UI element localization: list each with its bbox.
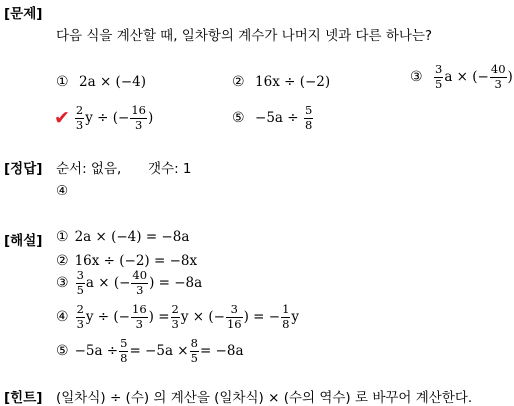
explanation-line-5-text-b: = −5a ×: [129, 343, 189, 359]
checkmark-icon: ✔: [54, 107, 70, 129]
option-1-expression: 2a × (−4): [79, 74, 146, 90]
option-4[interactable]: [54, 105, 153, 131]
option-4-coef-fraction: $\frac{2}{3}$: [75, 103, 84, 132]
explanation-line-1-number: ①: [56, 229, 69, 245]
option-4-fraction: $\frac{16}{3}$: [131, 103, 146, 132]
explanation-line-5: [56, 338, 244, 364]
option-3-coef-fraction: $\frac{3}{5}$: [435, 62, 443, 91]
explanation-line-3-fraction-b: $\frac{40}{3}$: [132, 268, 148, 297]
explanation-line-3-text-a: a × (−: [85, 275, 131, 291]
option-2[interactable]: [232, 74, 330, 90]
explanation-line-4-fraction-d: $\frac{3}{16}$: [226, 302, 242, 331]
answer-order: 순서: 없음,: [56, 161, 122, 177]
hint-label: [힌트]: [4, 390, 43, 406]
answer-count: 갯수: 1: [148, 161, 192, 177]
option-1[interactable]: [56, 74, 146, 90]
hint-text: (일차식) ÷ (수) 의 계산을 (일차식) × (수의 역수) 로 바꾸어 계산한다.: [56, 390, 473, 406]
explanation-line-4-fraction-a: $\frac{2}{3}$: [76, 302, 84, 331]
answer-choice: ④: [56, 183, 69, 199]
explanation-line-3-text-b: ) = −8a: [149, 275, 203, 291]
explanation-line-2-number: ②: [56, 253, 69, 269]
explanation-line-5-text-a: −5a ÷: [74, 343, 119, 359]
question-text: 다음 식을 계산할 때, 일차항의 계수가 나머지 넷과 다른 하나는?: [56, 28, 433, 44]
explanation-line-4-number: ④: [56, 309, 69, 325]
explanation-line-5-fraction-b: $\frac{8}{5}$: [190, 336, 198, 365]
explanation-line-4-text-a: y ÷ (−: [85, 309, 130, 325]
problem-label: [문제]: [4, 6, 43, 22]
explanation-line-3: [56, 270, 202, 296]
explanation-line-4-text-c: y × (−: [180, 309, 225, 325]
explanation-line-4-text-d: ) = −: [243, 309, 281, 325]
option-5-number: ⑤: [232, 110, 245, 126]
explanation-line-4-text-b: ) =: [148, 309, 170, 325]
option-2-number: ②: [232, 74, 245, 90]
option-5[interactable]: [232, 105, 314, 131]
option-3-number: ③: [410, 69, 423, 85]
explanation-line-3-fraction-a: $\frac{3}{5}$: [76, 268, 84, 297]
option-5-expression: −5a ÷: [255, 110, 299, 126]
explanation-line-1: [56, 229, 189, 245]
explanation-line-4: [56, 304, 299, 330]
explanation-label: [해설]: [4, 233, 43, 249]
explanation-line-4-fraction-c: $\frac{2}{3}$: [171, 302, 179, 331]
option-1-number: ①: [56, 74, 69, 90]
explanation-line-2-text: 16x ÷ (−2) = −8x: [74, 253, 198, 269]
explanation-line-5-number: ⑤: [56, 343, 69, 359]
explanation-line-3-number: ③: [56, 275, 69, 291]
option-2-expression: 16x ÷ (−2): [255, 74, 331, 90]
option-3[interactable]: [410, 64, 513, 90]
option-4-middle: y ÷ (−: [85, 110, 130, 126]
explanation-line-4-text-e: y: [291, 309, 300, 325]
explanation-line-4-fraction-b: $\frac{16}{3}$: [132, 302, 147, 331]
option-3-tail: ): [507, 69, 513, 85]
option-4-tail: ): [148, 110, 154, 126]
explanation-line-5-fraction-a: $\frac{5}{8}$: [120, 336, 128, 365]
option-3-fraction: $\frac{40}{3}$: [490, 62, 506, 91]
option-5-fraction: $\frac{5}{8}$: [305, 103, 313, 132]
explanation-line-5-text-c: = −8a: [199, 343, 244, 359]
explanation-line-1-text: 2a × (−4) = −8a: [74, 229, 190, 245]
explanation-line-2: [56, 253, 197, 269]
explanation-line-4-fraction-e: $\frac{1}{8}$: [282, 302, 290, 331]
answer-label: [정답]: [4, 161, 43, 177]
option-3-middle: a × (−: [444, 69, 489, 85]
